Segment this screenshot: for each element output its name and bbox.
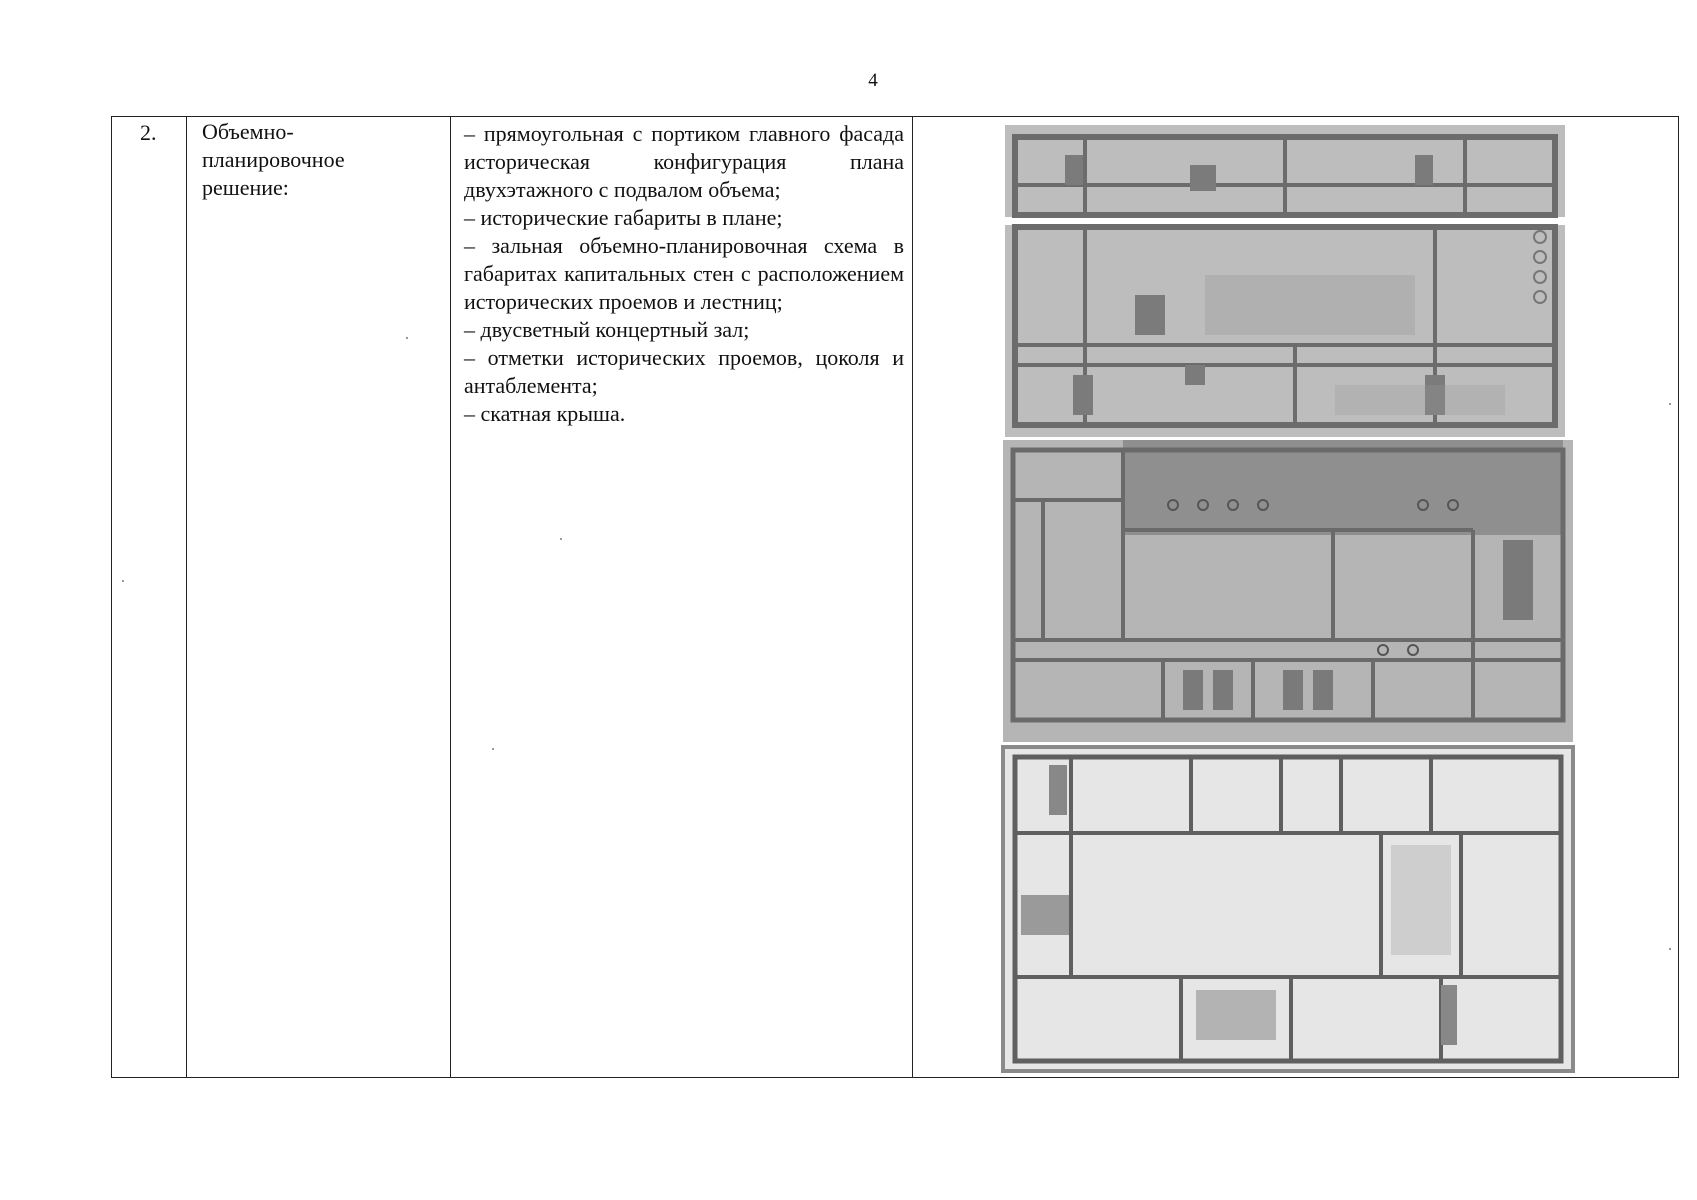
row-description <box>464 120 904 428</box>
row-title <box>202 118 442 202</box>
description-item-1: – прямоугольная с портиком главного фасада историческая конфигурация плана двухэтажного с подвалом объема; <box>464 121 904 202</box>
column-divider-1 <box>186 116 187 1078</box>
column-divider-3 <box>912 116 913 1078</box>
description-item-6: – скатная крыша. <box>464 401 626 426</box>
scan-dot <box>1669 403 1671 405</box>
scan-dot <box>492 748 494 750</box>
description-item-4: – двусветный концертный зал; <box>464 317 750 342</box>
page-number: 4 <box>868 70 878 91</box>
floor-plan-images <box>1000 120 1598 1080</box>
description-item-5: – отметки исторических проемов, цоколя и антаблемента; <box>464 345 904 398</box>
description-item-3: – зальная объемно-планировочная схема в габаритах капитальных стен с расположением исторических проемов и лестниц; <box>464 233 904 314</box>
scan-dot <box>1669 948 1671 950</box>
row-number: 2. <box>140 120 157 145</box>
scan-dot <box>560 538 562 540</box>
scan-dot <box>122 580 124 582</box>
second-floor-plan <box>1000 745 1598 1073</box>
column-divider-2 <box>450 116 451 1078</box>
first-floor-plan <box>1000 440 1598 742</box>
description-item-2: – исторические габариты в плане; <box>464 205 783 230</box>
scan-dot <box>406 337 408 339</box>
basement-floor-plan <box>1000 125 1598 437</box>
row-title-text: Объемно- планировочное решение: <box>202 119 345 200</box>
